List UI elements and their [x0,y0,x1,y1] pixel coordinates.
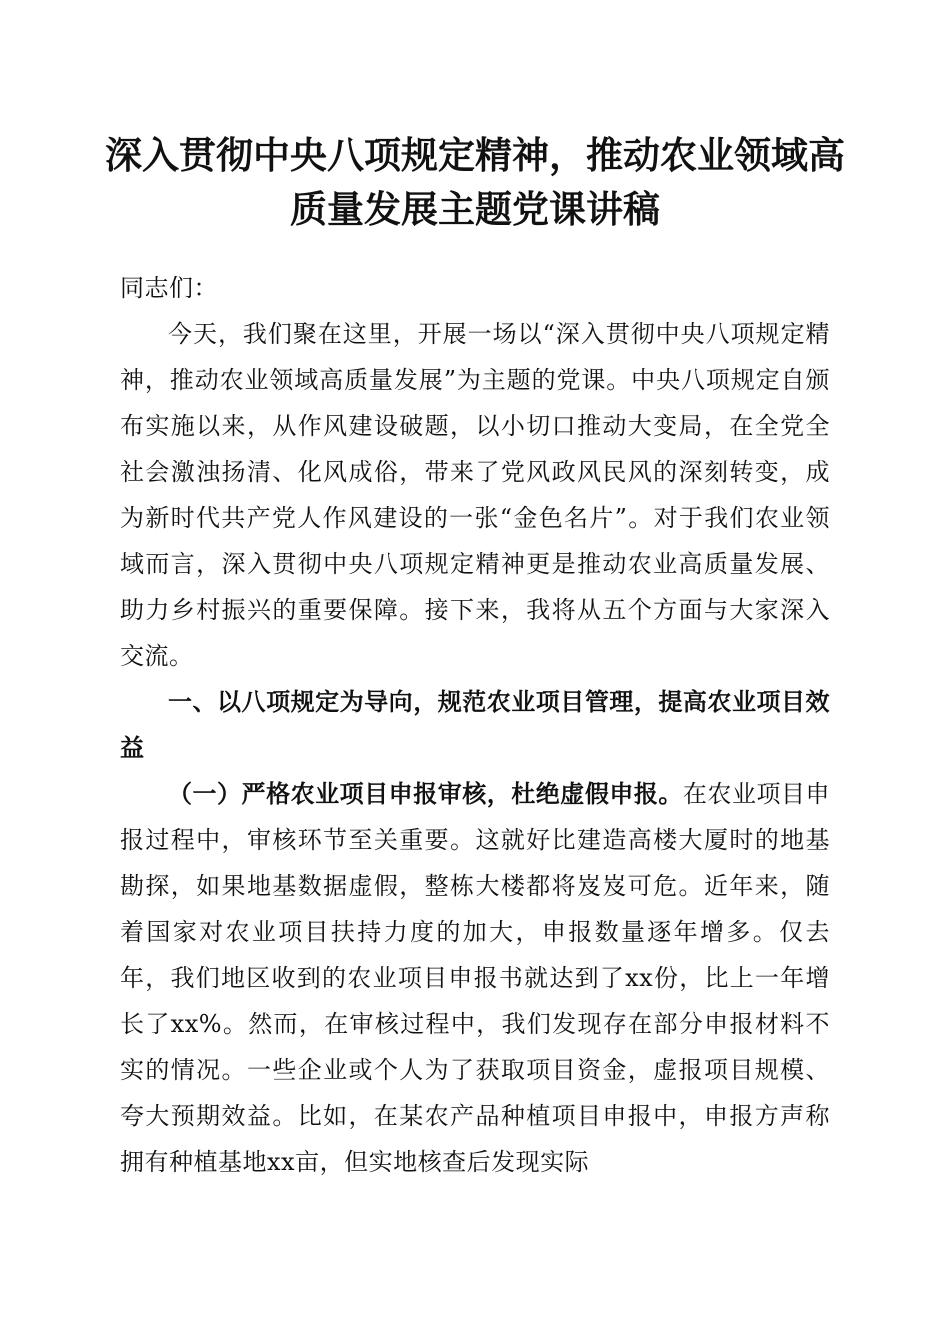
document-title [60,128,890,236]
subsection-paragraph-1 [120,771,830,1185]
document-body [120,265,830,1185]
title-line-1: 深入贯彻中央八项规定精神，推动农业领域高 [105,133,845,177]
subsection-heading-1: （一）严格农业项目申报审核，杜绝虚假申报。 [168,779,683,808]
title-line-2: 质量发展主题党课讲稿 [290,187,660,231]
salutation: 同志们： [120,274,218,302]
intro-paragraph: 今天，我们聚在这里，开展一场以“深入贯彻中央八项规定精神，推动农业领域高质量发展”为主题的党课。中央八项规定自颁布实施以来，从作风建设破题，以小切口推动大变局，在全党全社会激浊扬清、化风成俗，带来了党风政风民风的深刻转变，成为新时代共产党人作风建设的一张“金色名片”。对于我们农业领域而言，深入贯彻中央八项规定精神更是推动农业高质量发展、助力乡村振兴的重要保障。接下来，我将从五个方面与大家深入交流。 [120,320,830,670]
subsection-text-1: 在农业项目申报过程中，审核环节至关重要。这就好比建造高楼大厦时的地基勘探，如果地基数据虚假，整栋大楼都将岌岌可危。近年来，随着国家对农业项目扶持力度的加大，申报数量逐年增多。仅去年，我们地区收到的农业项目申报书就达到了xx份，比上一年增长了xx%。然而，在审核过程中，我们发现存在部分申报材料不实的情况。一些企业或个人为了获取项目资金，虚报项目规模、夸大预期效益。比如，在某农产品种植项目申报中，申报方声称拥有种植基地xx亩，但实地核查后发现实际 [120,780,831,1176]
section-heading-1: 一、以八项规定为导向，规范农业项目管理，提高农业项目效益 [120,688,830,762]
